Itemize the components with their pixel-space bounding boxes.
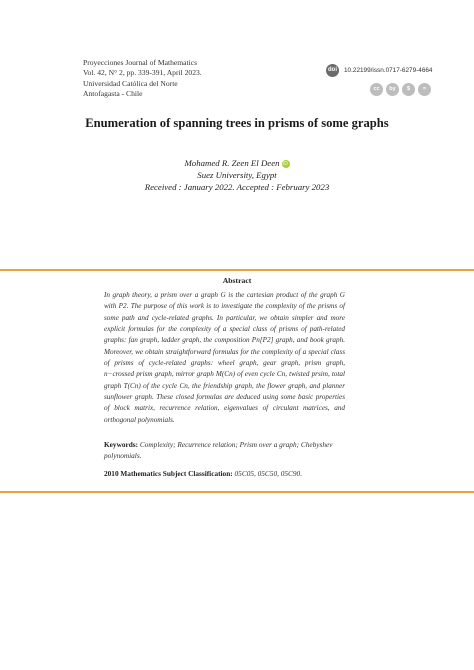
msc-classification xyxy=(104,468,364,479)
doi-value[interactable]: 10.22199/issn.0717-6279-4664 xyxy=(344,67,433,74)
author-block xyxy=(80,157,394,194)
author-name: Mohamed R. Zeen El Deen xyxy=(184,158,280,168)
keywords-value: Complexity; Recurrence relation; Prism over a graph; Chebyshev polynomials. xyxy=(104,440,333,460)
received-accepted-dates: Received : January 2022. Accepted : February 2023 xyxy=(144,182,330,193)
nd-icon: = xyxy=(418,83,431,96)
journal-info xyxy=(83,58,202,100)
journal-university: Universidad Católica del Norte xyxy=(83,78,178,88)
keywords-label: Keywords: xyxy=(104,440,139,449)
top-divider xyxy=(0,269,474,271)
cc-icon: cc xyxy=(370,83,383,96)
keywords xyxy=(104,439,354,461)
msc-label: 2010 Mathematics Subject Classification: xyxy=(104,469,233,478)
bottom-divider xyxy=(0,491,474,493)
orcid-icon[interactable]: iD xyxy=(283,161,288,167)
abstract-heading: Abstract xyxy=(222,276,252,285)
journal-name: Proyecciones Journal of Mathematics xyxy=(83,58,198,67)
by-icon: by xyxy=(386,83,399,96)
author-affiliation: Suez University, Egypt xyxy=(197,170,277,181)
paper-title: Enumeration of spanning trees in prisms of some graphs xyxy=(85,116,389,130)
journal-city: Antofagasta - Chile xyxy=(83,89,143,99)
doi-icon: doi xyxy=(326,64,339,77)
abstract-text: In graph theory, a prism over a graph G is the cartesian product of the graph G with P2. The purpose of this work is to investigate the complexity of the prisms of some path and cycle-related graphs. In particular, we obtain simpler and more explicit formulas for the complexity of a special class of prisms of path-related graphs: fan graph, ladder graph, the composition Pn[P2] graph, and book graph. Moreover, we obtain straightforward formulas for the complexity of a special class of prisms of cycle-related graphs: wheel graph, gear graph, prism graph, n−crossed prism graph, mirror graph M(Cn) of even cycle Cn, twisted prsim, total graph T(Cn) of the cycle Cn, the friendship graph, the flower graph, and planner sunflower graph. These closed formulas are deduced using some basic properties of block matrix, recurrence relation, eigenvalues of circulant matrices, and orthogonal polynomials. xyxy=(104,291,345,424)
journal-volume: Vol. 42, N° 2, pp. 339-391, April 2023. xyxy=(83,68,202,78)
doi-link[interactable] xyxy=(326,64,432,77)
nc-icon: $ xyxy=(402,83,415,96)
license-badges[interactable] xyxy=(370,83,431,96)
msc-value: 05C05, 05C50, 05C90. xyxy=(234,469,303,478)
